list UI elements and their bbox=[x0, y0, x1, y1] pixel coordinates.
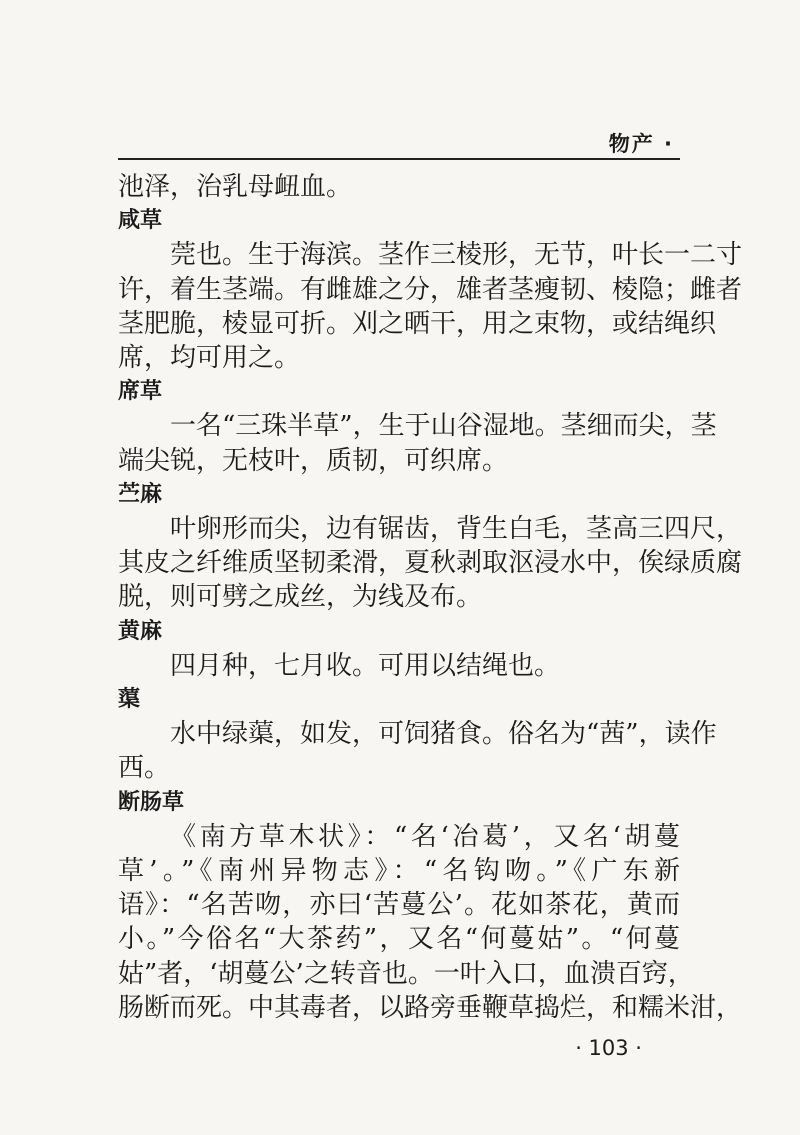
text-line: 草’。”《南州异物志》：“名钩吻。”《广东新 bbox=[118, 856, 680, 887]
entry-heading: 苎麻 bbox=[118, 481, 163, 507]
text-line: 肠断而死。中其毒者，以路旁垂鞭草捣烂，和糯米泔， bbox=[118, 992, 743, 1023]
entry-heading: 断肠草 bbox=[118, 789, 185, 815]
text-line: 端尖锐，无枝叶，质韧，可织席。 bbox=[118, 445, 509, 476]
running-head bbox=[118, 126, 680, 160]
section-title: 物产 · bbox=[608, 132, 674, 156]
text-line: 席，均可用之。 bbox=[118, 343, 301, 374]
text-line: 语》：“名苦吻，亦曰‘苦蔓公’。花如茶花，黄而 bbox=[118, 890, 680, 921]
text-line: 小。”今俗名“大茶药”，又名“何蔓姑”。“何蔓 bbox=[118, 924, 680, 955]
text-line: 一名“三珠半草”，生于山谷湿地。茎细而尖，茎 bbox=[170, 411, 717, 442]
entry-heading: 咸草 bbox=[118, 208, 163, 234]
text-line: 茎肥脆，棱显可折。刈之晒干，用之束物，或结绳织 bbox=[118, 308, 717, 339]
text-line: 四月种，七月收。可用以结绳也。 bbox=[170, 650, 561, 681]
text-line: 西。 bbox=[118, 753, 171, 784]
text-line: 池泽，治乳母衄血。 bbox=[118, 172, 353, 202]
text-line: 许，着生茎端。有雌雄之分，雄者茎瘦韧、棱隐；雌者 bbox=[118, 274, 743, 305]
text-line: 水中绿蕖，如发，可饲猪食。俗名为“茜”，读作 bbox=[170, 719, 717, 750]
text-line: 莞也。生于海滨。茎作三棱形，无节，叶长一二寸 bbox=[170, 240, 743, 271]
entry-heading: 蕖 bbox=[118, 687, 141, 713]
text-line: 《南方草木状》：“名‘冶葛’，又名‘胡蔓 bbox=[170, 821, 680, 852]
page-body bbox=[118, 170, 743, 1025]
text-line: 姑”者，‘胡蔓公’之转音也。一叶入口，血溃百窍， bbox=[118, 958, 694, 989]
entry-heading: 席草 bbox=[118, 379, 163, 405]
text-line: 其皮之纤维质坚韧柔滑，夏秋剥取沤浸水中，俟绿质腐 bbox=[118, 548, 743, 579]
page-number: · 103 · bbox=[575, 1036, 642, 1060]
entry-heading: 黄麻 bbox=[118, 618, 163, 644]
text-line: 叶卵形而尖，边有锯齿，背生白毛，茎高三四尺， bbox=[170, 514, 743, 545]
text-line: 脱，则可劈之成丝，为线及布。 bbox=[118, 582, 483, 613]
